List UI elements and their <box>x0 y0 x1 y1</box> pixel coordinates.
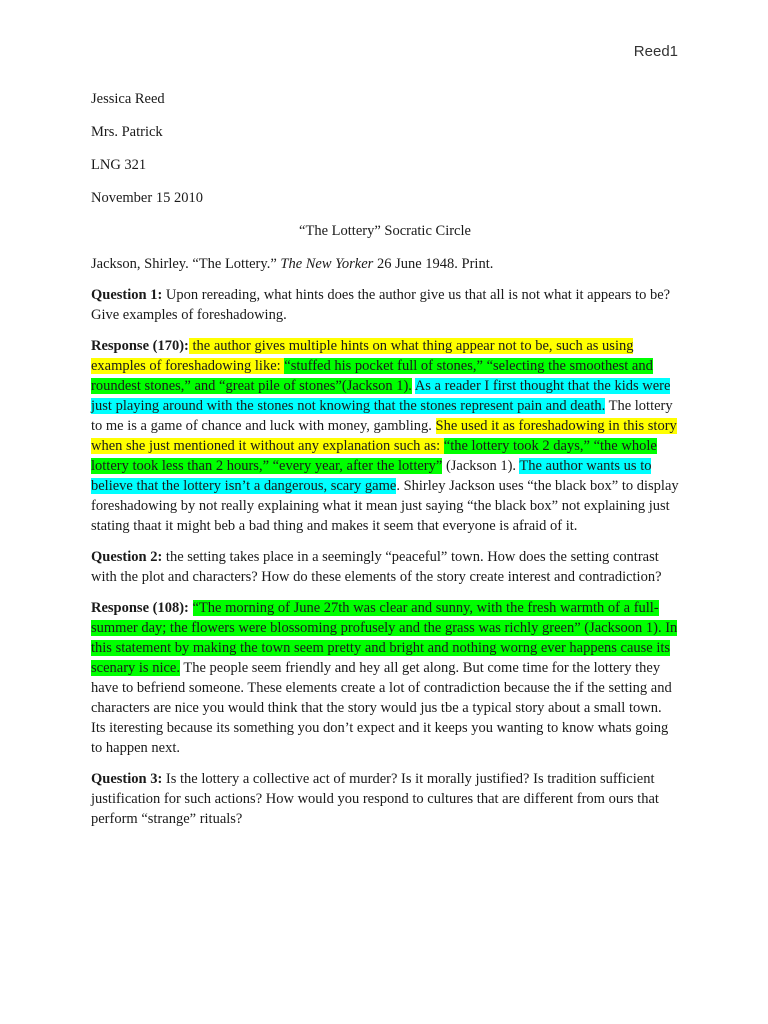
response-1-quote-1: “stuffed his pocket full of stones,” “selecting the smoothest and roundest stones,” and “great pile of stones” <box>91 358 653 394</box>
running-head: Reed1 <box>633 43 678 60</box>
response-2-label: Response (108): <box>91 600 189 616</box>
question-2 <box>91 547 679 587</box>
citation <box>91 254 679 274</box>
citation-post: 26 June 1948. Print. <box>373 256 494 272</box>
response-2-space <box>189 600 193 616</box>
response-1-highlight-yellow-2: She used it as foreshadowing in this story when she just mentioned it without any explanation such as: <box>91 418 677 454</box>
response-1-highlight-yellow-1: the author gives multiple hints on what thing appear not to be, such as using examples of foreshadowing like: <box>91 338 634 374</box>
response-1-highlight-cyan-1: As a reader I first thought that the kids were just playing around with the stones not knowing that the stones represent pain and death. <box>91 378 671 414</box>
response-1-quote-2: “the lottery took 2 days,” “the whole lottery took less than 2 hours,” “every year, after the lottery” <box>91 438 657 474</box>
teacher-name: Mrs. Patrick <box>91 124 163 140</box>
response-1-plain-2: . Shirley Jackson uses “the black box” to display foreshadowing by not really explaining what it mean just saying “the black box” not explaining just stating thaat it might beb a bad thing and makes it seem that everyone is afraid of it. <box>91 478 679 534</box>
response-1-cite-2: (Jackson 1). <box>442 458 520 474</box>
document-title: “The Lottery” Socratic Circle <box>299 223 471 239</box>
question-2-text: the setting takes place in a seemingly “peaceful” town. How does the setting contrast with the plot and characters? How do these elements of the story create interest and contradiction? <box>91 549 662 585</box>
question-1-text: Upon rereading, what hints does the author give us that all is not what it appears to be? Give examples of foreshadowing. <box>91 287 671 323</box>
response-1 <box>91 336 679 536</box>
question-3 <box>91 769 679 829</box>
question-3-text: Is the lottery a collective act of murder? Is it morally justified? Is tradition sufficient justification for such actions? How would you respond to cultures that are different from ours that perform “strange” rituals? <box>91 771 659 827</box>
citation-journal: The New Yorker <box>280 256 374 272</box>
response-1-cite-1: (Jackson 1). <box>341 378 412 394</box>
citation-pre: Jackson, Shirley. “The Lottery.” <box>91 256 281 272</box>
course-code: LNG 321 <box>91 157 147 173</box>
response-1-plain-1: The lottery to me is a game of chance and luck with money, gambling. <box>91 398 673 434</box>
response-2-quote: “The morning of June 27th was clear and sunny, with the fresh warmth of a full-summer day; the flowers were blossoming profusely and the grass was richly green” (Jacksoon 1). In this statement by making the town seem pretty and bright and nothing worng ever happens cause its scenary is nice. <box>91 600 678 676</box>
document-body <box>91 89 679 840</box>
student-name: Jessica Reed <box>91 91 165 107</box>
response-1-label: Response (170): <box>91 338 189 354</box>
question-2-label: Question 2: <box>91 549 163 565</box>
question-1 <box>91 285 679 325</box>
question-1-label: Question 1: <box>91 287 163 303</box>
response-1-highlight-cyan-2: The author wants us to believe that the lottery isn’t a dangerous, scary game <box>91 458 652 494</box>
document-date: November 15 2010 <box>91 190 203 206</box>
response-2-plain: The people seem friendly and hey all get along. But come time for the lottery they have to befriend someone. These elements create a lot of contradiction because the if the setting and characters are nice you would think that the story would jus tbe a typical story about a small town. Its iteresting because its something you don’t expect and it keeps you wanting to know whats going to happen next. <box>91 660 672 756</box>
question-3-label: Question 3: <box>91 771 163 787</box>
response-2 <box>91 598 679 758</box>
